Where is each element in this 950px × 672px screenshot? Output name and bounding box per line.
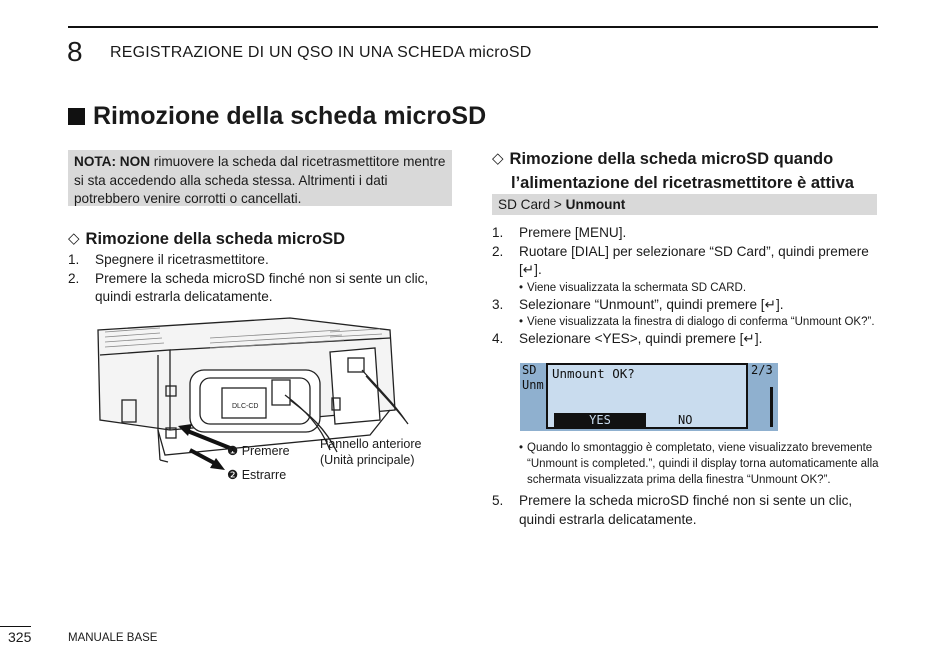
lcd-no-option[interactable]: NO	[678, 413, 693, 427]
label-press: ❶ Premere	[227, 444, 290, 458]
marker-2: ❷	[227, 468, 239, 482]
marker-1: ❶	[227, 444, 239, 458]
slot-label: DLC-CD	[232, 403, 259, 410]
left-step: 1. Spegnere il ricetrasmettitore.	[68, 252, 269, 267]
lcd-bg-sd: SD	[522, 363, 537, 377]
lcd-scrollbar	[770, 387, 773, 427]
right-step: 3. Selezionare “Unmount”, quindi premere [↵].	[492, 296, 784, 312]
label-extract: ❷ Estrarre	[227, 468, 287, 482]
front-panel-label: Pannello anteriore (Unità principale)	[320, 437, 422, 467]
left-subheading: ◇ Rimozione della scheda microSD	[68, 227, 452, 251]
left-procedure	[68, 227, 452, 307]
section-title: Rimozione della scheda microSD	[68, 100, 486, 132]
step-note: • Viene visualizzata la schermata SD CARD.	[519, 281, 747, 294]
square-bullet-icon	[68, 108, 85, 125]
footer-rule	[0, 626, 31, 627]
diamond-icon: ◇	[68, 230, 80, 247]
right-step: 5. Premere la scheda microSD finché non si sente un clic, quindi estrarla delicatamente.	[492, 493, 853, 527]
menu-path: SD Card > Unmount	[492, 194, 877, 215]
lcd-bg-page: 2/3	[751, 363, 773, 377]
manual-name: MANUALE BASE	[68, 632, 158, 644]
right-procedure	[492, 224, 880, 349]
lcd-yes-option[interactable]: YES	[554, 413, 646, 427]
after-note-block	[492, 440, 880, 529]
warning-note	[68, 150, 452, 206]
lcd-confirm-dialog	[546, 363, 748, 429]
lcd-bg-unm: Unm	[522, 378, 544, 392]
lcd-screen	[520, 363, 778, 431]
note-text: rimuovere la scheda dal ricetrasmettitore mentre si sta accedendo alla scheda stessa. Altrimenti i dati potrebbero venire corrotti o cancellati.	[74, 154, 446, 206]
page-number: 325	[8, 629, 32, 645]
lcd-dialog-title: Unmount OK?	[552, 366, 635, 381]
right-step: 4. Selezionare <YES>, quindi premere [↵].	[492, 331, 763, 346]
completion-note: • Quando lo smontaggio è completato, viene visualizzato brevemente “Unmount is completed.”, quindi il display torna automaticamente alla schermata visualizzata prima della finestra “Unmount OK?”.	[519, 442, 879, 486]
note-bold: NOTA: NON	[74, 154, 151, 169]
right-step: 2. Ruotare [DIAL] per selezionare “SD Card”, quindi premere [↵].	[492, 243, 869, 277]
header-rule	[68, 26, 878, 28]
right-subheading: ◇ Rimozione della scheda microSD quando l’alimentazione del ricetrasmettitore è attiva	[492, 147, 882, 195]
right-step: 1. Premere [MENU].	[492, 225, 627, 240]
chapter-title: REGISTRAZIONE DI UN QSO IN UNA SCHEDA microSD	[110, 44, 532, 61]
chapter-number: 8	[67, 36, 83, 67]
step-note: • Viene visualizzata la finestra di dialogo di conferma “Unmount OK?”.	[519, 316, 875, 328]
diamond-icon: ◇	[492, 150, 504, 167]
left-step: 2. Premere la scheda microSD finché non si sente un clic, quindi estrarla delicatamente.	[68, 270, 429, 304]
